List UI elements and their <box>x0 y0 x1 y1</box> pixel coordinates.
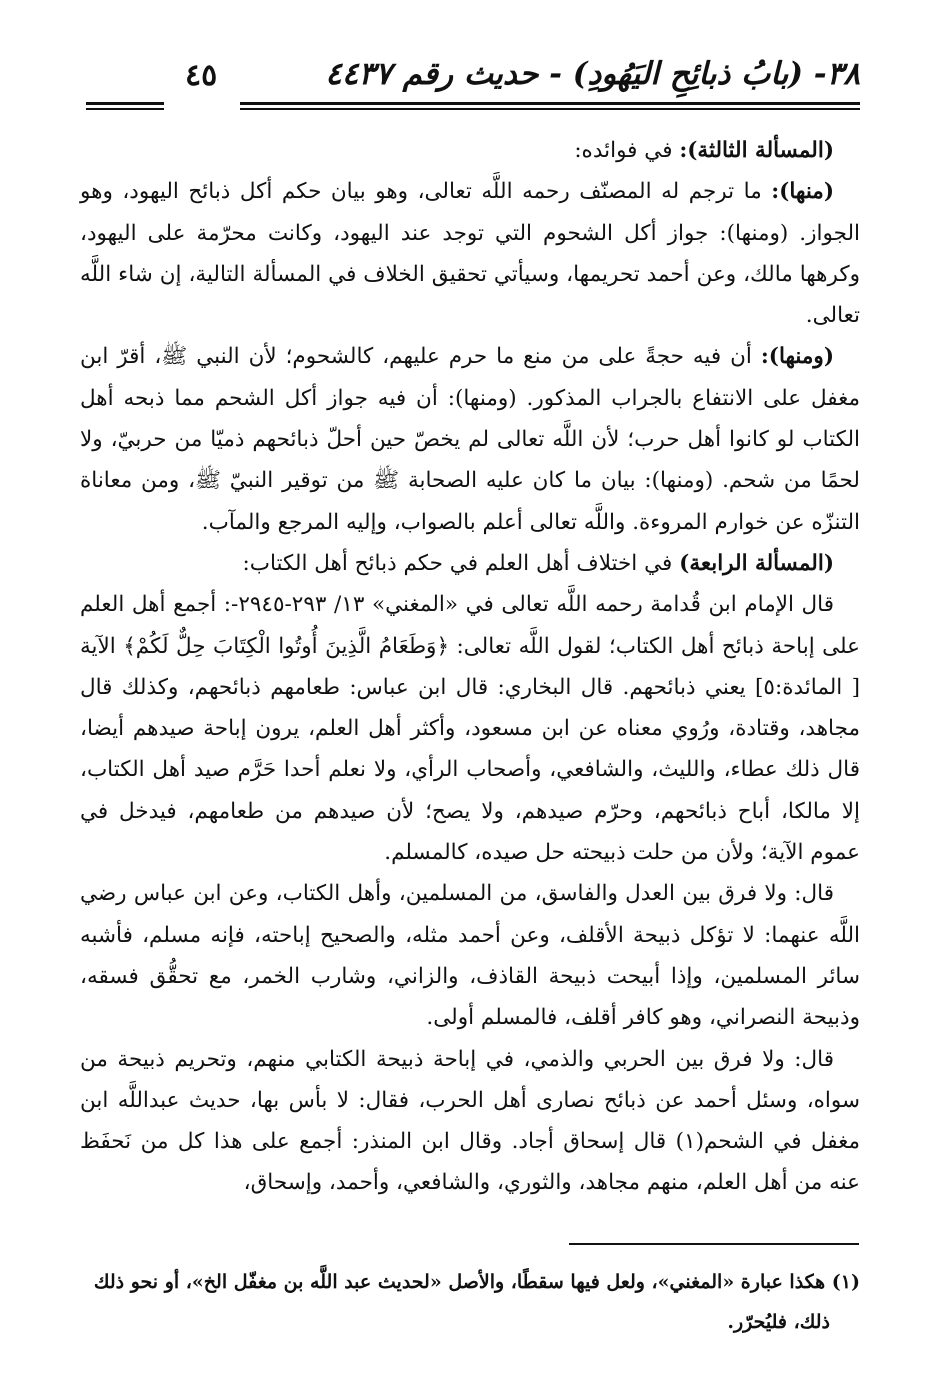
paragraph <box>80 873 860 1038</box>
paragraph-text: أن فيه حجةً على من منع ما حرم عليهم، كالشحوم؛ لأن النبي ﷺ، أقرّ ابن مغفل على الانتفاع بالجراب المذكور. (ومنها): أن فيه جواز أكل الشحم مما ذبحه أهل الكتاب لو كانوا أهل حرب؛ لأن اللَّه تعالى لم يخصّ حين أحلّ ذبائحهم ذميّا من حربيّ، ولا لحمًا من شحم. (ومنها): بيان ما كان عليه الصحابة ﷺ من توقير النبيّ ﷺ، ومن معاناة التنزّه عن خوارم المروءة. واللَّه تعالى أعلم بالصواب، وإليه المرجع والمآب. <box>80 344 860 535</box>
paragraph <box>80 1039 860 1204</box>
paragraph-text: قال: ولا فرق بين العدل والفاسق، من المسلمين، وأهل الكتاب، وعن ابن عباس رضي اللَّه عنهما: لا تؤكل ذبيحة الأقلف، وعن أحمد مثله، والصحيح إباحته، فإنه مسلم، فأشبه سائر المسلمين، وإذا أبيحت ذبيحة القاذف، والزاني، وشارب الخمر، مع تحقُّق فسقه، وذبيحة النصراني، وهو كافر أقلف، فالمسلم أولى. <box>80 881 860 1031</box>
header-rule <box>240 102 860 105</box>
header-rule-left-thin <box>86 108 164 110</box>
body-text <box>80 130 860 1204</box>
paragraph <box>80 171 860 336</box>
header-rule-left <box>86 102 164 105</box>
header-rule-thin <box>240 108 860 110</box>
footnote-line: (١) هكذا عبارة «المغني»، ولعل فيها سقطًا، والأصل «لحديث عبد اللَّه بن مغفّل الخ»، أو نحو ذلك <box>93 1271 860 1293</box>
paragraph-lead: (منها): <box>771 179 834 205</box>
running-title: ٣٨- (بابُ ذبائِحِ اليَهُودِ) - حديث رقم ٤٤٣٧ <box>325 56 860 92</box>
paragraph-text: قال الإمام ابن قُدامة رحمه اللَّه تعالى في «المغني» ١٣/ ٢٩٣-٢٩٤٥-: أجمع أهل العلم على إباحة ذبائح أهل الكتاب؛ لقول اللَّه تعالى: ﴿وَطَعَامُ الَّذِينَ أُوتُوا الْكِتَابَ حِلٌّ لَكُمْ﴾ الآية [ المائدة:٥] يعني ذبائحهم. قال البخاري: قال ابن عباس: طعامهم ذبائحهم، وكذلك قال مجاهد، وقتادة، ورُوي معناه عن ابن مسعود، وأكثر أهل العلم، يرون إباحة صيدهم أيضا، قال ذلك عطاء، والليث، والشافعي، وأصحاب الرأي، ولا نعلم أحدا حَرَّم صيد أهل الكتاب، إلا مالكا، أباح ذبائحهم، وحرّم صيدهم، ولا يصح؛ لأن صيدهم من طعامهم، فيدخل في عموم الآية؛ ولأن من حلت ذبيحته حل صيده، كالمسلم. <box>80 592 861 866</box>
paragraph <box>80 584 860 873</box>
paragraph-text: ما ترجم له المصنّف رحمه اللَّه تعالى، وهو بيان حكم أكل ذبائح اليهود، وهو الجواز. (ومنها): جواز أكل الشحوم التي توجد عند اليهود، وكانت محرّمة على اليهود، وكرهها مالك، وعن أحمد تحريمها، وسيأتي تحقيق الخلاف في المسألة التالية، إن شاء اللَّه تعالى. <box>80 179 860 329</box>
paragraph-text: في فوائده: <box>574 138 680 163</box>
paragraph-text: قال: ولا فرق بين الحربي والذمي، في إباحة ذبيحة الكتابي منهم، وتحريم ذبيحة من سواه، وسئل أحمد عن ذبائح نصارى أهل الحرب، فقال: لا بأس بها، حديث عبداللَّه ابن مغفل في الشحم(١) قال إسحاق أجاد. وقال ابن المنذر: أجمع على هذا كل من نَحفَظ عنه من أهل العلم، منهم مجاهد، والثوري، والشافعي، وأحمد، وإسحاق، <box>80 1046 860 1196</box>
paragraph-text: في اختلاف أهل العلم في حكم ذبائح أهل الكتاب: <box>242 550 680 576</box>
footnote-rule <box>569 1243 859 1245</box>
paragraph <box>80 130 860 171</box>
paragraph <box>80 336 860 542</box>
page-header <box>80 52 860 112</box>
footnote <box>60 1262 860 1342</box>
paragraph-lead: (المسألة الرابعة) <box>679 550 834 576</box>
paragraph-lead: (ومنها): <box>760 344 834 370</box>
paragraph <box>80 543 860 584</box>
page-number: ٤٥ <box>185 58 218 93</box>
paragraph-lead: (المسألة الثالثة): <box>679 138 834 163</box>
footnote-line: ذلك، فليُحرّر. <box>727 1311 830 1333</box>
